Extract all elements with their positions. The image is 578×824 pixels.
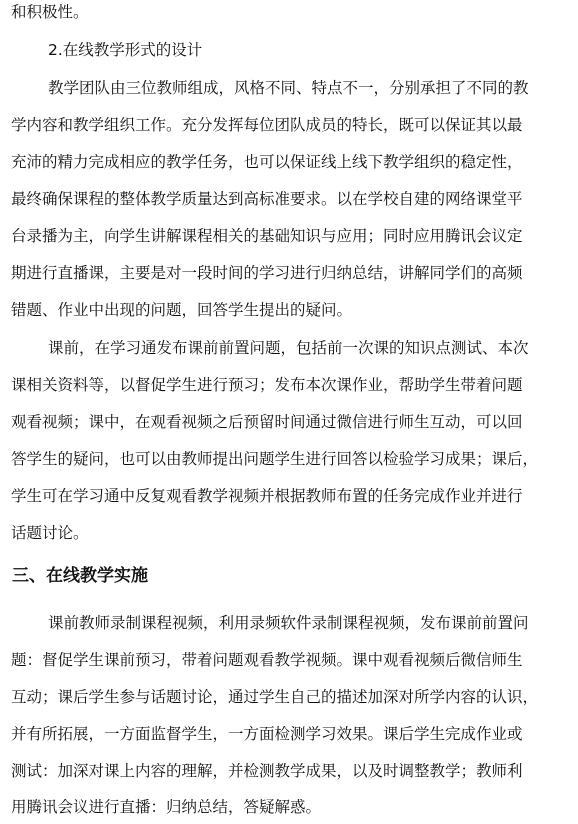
paragraph-line: 学生可在学习通中反复观看教学视频并根据教师布置的任务完成作业并进行 [11,487,523,505]
paragraph-line: 互动；课后学生参与话题讨论，通过学生自己的描述加深对所学内容的认识， [11,688,539,706]
paragraph-line: 教学团队由三位教师组成，风格不同、特点不一，分别承担了不同的教 [48,79,529,97]
paragraph-line: 课前，在学习通发布课前前置问题，包括前一次课的知识点测试、本次 [48,339,529,357]
paragraph-line: 课前教师录制课程视频，利用录频软件录制课程视频，发布课前前置问 [48,614,529,632]
paragraph-line: 最终确保课程的整体教学质量达到高标准要求。以在学校自建的网络课堂平 [11,190,523,208]
intro-tail-text: 和积极性。 [11,3,89,21]
paragraph-line: 答学生的疑问，也可以由教师提出问题学生进行回答以检验学习成果；课后， [11,450,539,468]
paragraph-line: 用腾讯会议进行直播：归纳总结，答疑解惑。 [11,798,322,816]
section-3-heading: 三、在线教学实施 [12,566,148,586]
paragraph-line: 台录播为主，向学生讲解课程相关的基础知识与应用；同时应用腾讯会议定 [11,227,523,245]
paragraph-line: 错题、作业中出现的问题，回答学生提出的疑问。 [11,301,353,319]
paragraph-line: 充沛的精力完成相应的教学任务，也可以保证线上线下教学组织的稳定性， [11,153,523,171]
paragraph-line: 观看视频；课中，在观看视频之后预留时间通过微信进行师生互动，可以回 [11,413,523,431]
paragraph-line: 话题讨论。 [11,524,89,542]
paragraph-line: 课相关资料等，以督促学生进行预习；发布本次课作业，帮助学生带着问题 [11,376,523,394]
paragraph-line: 期进行直播课，主要是对一段时间的学习进行归纳总结，讲解同学们的高频 [11,264,523,282]
paragraph-line: 学内容和教学组织工作。充分发挥每位团队成员的特长，既可以保证其以最 [11,116,523,134]
subsection-2-title: 2.在线教学形式的设计 [48,41,203,59]
paragraph-line: 并有所拓展，一方面监督学生，一方面检测学习效果。课后学生完成作业或 [11,725,523,743]
paragraph-line: 测试：加深对课上内容的理解，并检测教学成果，以及时调整教学；教师利 [11,762,523,780]
paragraph-line: 题：督促学生课前预习，带着问题观看教学视频。课中观看视频后微信师生 [11,651,523,669]
